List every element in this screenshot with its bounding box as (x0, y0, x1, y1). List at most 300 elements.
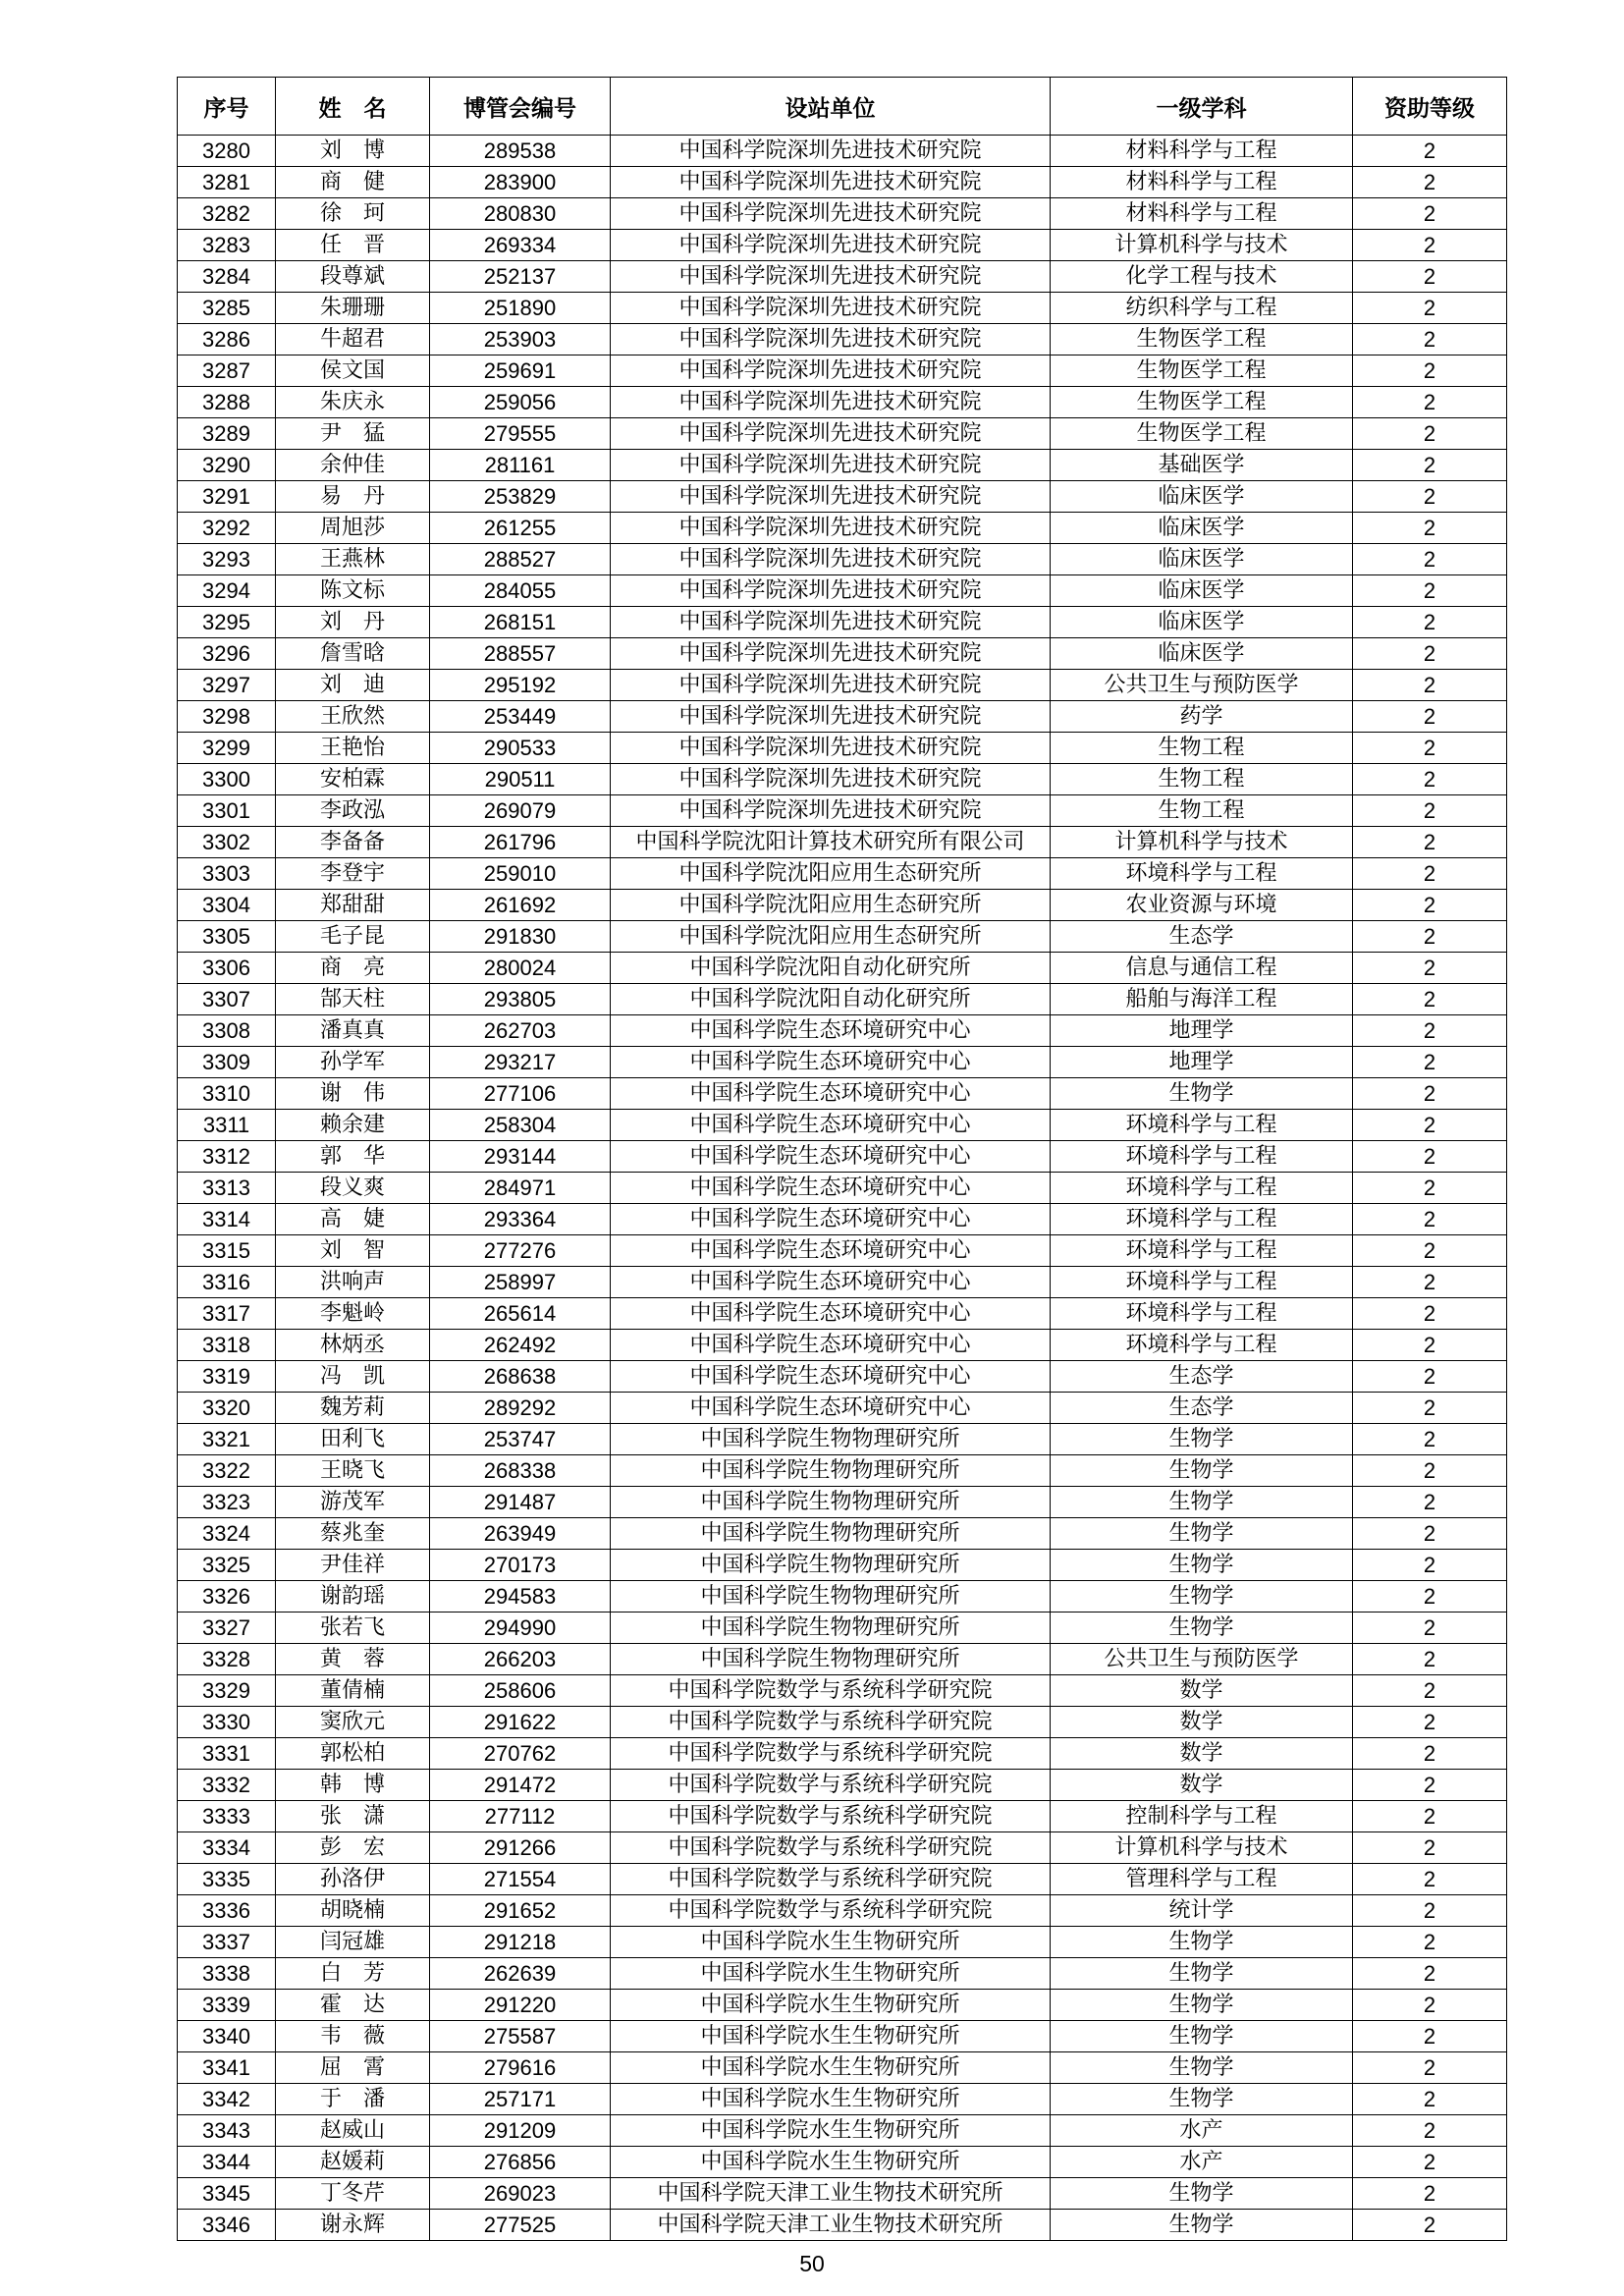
serial-cell: 3288 (178, 387, 276, 418)
registration-id-cell: 284971 (430, 1173, 611, 1204)
funding-level-cell: 2 (1353, 921, 1507, 953)
registration-id-cell: 290533 (430, 733, 611, 764)
table-row (178, 1738, 1507, 1770)
registration-id-cell: 291830 (430, 921, 611, 953)
table-row (178, 1895, 1507, 1927)
discipline-cell: 环境科学与工程 (1051, 1110, 1353, 1141)
discipline-cell: 控制科学与工程 (1051, 1801, 1353, 1832)
serial-cell: 3305 (178, 921, 276, 953)
serial-cell: 3325 (178, 1550, 276, 1581)
table-row (178, 858, 1507, 890)
serial-cell: 3335 (178, 1864, 276, 1895)
registration-id-cell: 277106 (430, 1078, 611, 1110)
funding-level-cell: 2 (1353, 1298, 1507, 1330)
table-row (178, 1361, 1507, 1393)
funding-level-cell: 2 (1353, 1204, 1507, 1235)
name-cell: 黄 蓉 (276, 1644, 430, 1675)
discipline-cell: 化学工程与技术 (1051, 261, 1353, 293)
funding-level-cell: 2 (1353, 2115, 1507, 2147)
funding-level-cell: 2 (1353, 2084, 1507, 2115)
table-row (178, 1110, 1507, 1141)
discipline-cell: 船舶与海洋工程 (1051, 984, 1353, 1015)
station-unit-cell: 中国科学院天津工业生物技术研究所 (611, 2178, 1051, 2210)
station-unit-cell: 中国科学院生态环境研究中心 (611, 1173, 1051, 1204)
serial-cell: 3346 (178, 2210, 276, 2241)
registration-id-cell: 283900 (430, 167, 611, 198)
name-cell: 李备备 (276, 827, 430, 858)
table-row (178, 1141, 1507, 1173)
discipline-cell: 纺织科学与工程 (1051, 293, 1353, 324)
table-row (178, 1298, 1507, 1330)
registration-id-cell: 269079 (430, 795, 611, 827)
serial-cell: 3296 (178, 638, 276, 670)
table-row (178, 1330, 1507, 1361)
registration-id-cell: 268338 (430, 1455, 611, 1487)
serial-cell: 3299 (178, 733, 276, 764)
registration-id-cell: 253747 (430, 1424, 611, 1455)
name-cell: 王晓飞 (276, 1455, 430, 1487)
registration-id-cell: 290511 (430, 764, 611, 795)
serial-cell: 3314 (178, 1204, 276, 1235)
funding-level-cell: 2 (1353, 858, 1507, 890)
registration-id-cell: 257171 (430, 2084, 611, 2115)
discipline-cell: 计算机科学与技术 (1051, 827, 1353, 858)
serial-cell: 3321 (178, 1424, 276, 1455)
table-row (178, 1675, 1507, 1707)
registration-id-cell: 251890 (430, 293, 611, 324)
discipline-cell: 生物学 (1051, 1613, 1353, 1644)
name-cell: 彭 宏 (276, 1832, 430, 1864)
registration-id-cell: 276856 (430, 2147, 611, 2178)
serial-cell: 3300 (178, 764, 276, 795)
discipline-cell: 生物学 (1051, 2084, 1353, 2115)
registration-id-cell: 288527 (430, 544, 611, 575)
name-cell: 屈 霄 (276, 2052, 430, 2084)
table-row (178, 198, 1507, 230)
discipline-cell: 生物学 (1051, 1078, 1353, 1110)
table-row (178, 733, 1507, 764)
table-row (178, 701, 1507, 733)
table-row (178, 1613, 1507, 1644)
serial-cell: 3304 (178, 890, 276, 921)
registration-id-cell: 293805 (430, 984, 611, 1015)
station-unit-cell: 中国科学院水生生物研究所 (611, 1958, 1051, 1990)
serial-cell: 3337 (178, 1927, 276, 1958)
funding-level-cell: 2 (1353, 1707, 1507, 1738)
funding-level-cell: 2 (1353, 1990, 1507, 2021)
discipline-cell: 数学 (1051, 1675, 1353, 1707)
serial-cell: 3323 (178, 1487, 276, 1518)
serial-cell: 3324 (178, 1518, 276, 1550)
funding-level-cell: 2 (1353, 2052, 1507, 2084)
name-cell: 徐 珂 (276, 198, 430, 230)
funding-level-cell: 2 (1353, 1047, 1507, 1078)
table-row (178, 670, 1507, 701)
station-unit-cell: 中国科学院生态环境研究中心 (611, 1110, 1051, 1141)
funding-level-cell: 2 (1353, 670, 1507, 701)
registration-id-cell: 261692 (430, 890, 611, 921)
discipline-cell: 生物学 (1051, 1927, 1353, 1958)
station-unit-cell: 中国科学院水生生物研究所 (611, 2115, 1051, 2147)
name-cell: 韩 博 (276, 1770, 430, 1801)
table-row (178, 1581, 1507, 1613)
station-unit-cell: 中国科学院水生生物研究所 (611, 2021, 1051, 2052)
funding-level-cell: 2 (1353, 2210, 1507, 2241)
name-cell: 高 婕 (276, 1204, 430, 1235)
discipline-cell: 地理学 (1051, 1015, 1353, 1047)
funding-level-cell: 2 (1353, 607, 1507, 638)
name-cell: 白 芳 (276, 1958, 430, 1990)
station-unit-cell: 中国科学院深圳先进技术研究院 (611, 607, 1051, 638)
registration-id-cell: 281161 (430, 450, 611, 481)
station-unit-cell: 中国科学院深圳先进技术研究院 (611, 293, 1051, 324)
registration-id-cell: 291220 (430, 1990, 611, 2021)
registration-id-cell: 280024 (430, 953, 611, 984)
station-unit-cell: 中国科学院深圳先进技术研究院 (611, 324, 1051, 355)
table-row (178, 984, 1507, 1015)
registration-id-cell: 261255 (430, 513, 611, 544)
table-row (178, 544, 1507, 575)
funding-level-cell: 2 (1353, 1361, 1507, 1393)
station-unit-cell: 中国科学院生态环境研究中心 (611, 1141, 1051, 1173)
station-unit-cell: 中国科学院沈阳应用生态研究所 (611, 858, 1051, 890)
discipline-cell: 生物学 (1051, 1455, 1353, 1487)
registration-id-cell: 289292 (430, 1393, 611, 1424)
station-unit-cell: 中国科学院生态环境研究中心 (611, 1393, 1051, 1424)
funding-level-cell: 2 (1353, 953, 1507, 984)
table-row (178, 355, 1507, 387)
registration-id-cell: 259010 (430, 858, 611, 890)
station-unit-cell: 中国科学院数学与系统科学研究院 (611, 1832, 1051, 1864)
funding-level-cell: 2 (1353, 481, 1507, 513)
registration-id-cell: 253449 (430, 701, 611, 733)
station-unit-cell: 中国科学院沈阳应用生态研究所 (611, 890, 1051, 921)
registration-id-cell: 263949 (430, 1518, 611, 1550)
serial-cell: 3333 (178, 1801, 276, 1832)
station-unit-cell: 中国科学院生态环境研究中心 (611, 1078, 1051, 1110)
serial-cell: 3280 (178, 136, 276, 167)
discipline-cell: 数学 (1051, 1707, 1353, 1738)
funding-level-cell: 2 (1353, 1235, 1507, 1267)
header-station-unit: 设站单位 (611, 78, 1051, 136)
station-unit-cell: 中国科学院水生生物研究所 (611, 2084, 1051, 2115)
discipline-cell: 临床医学 (1051, 575, 1353, 607)
funding-level-cell: 2 (1353, 701, 1507, 733)
name-cell: 冯 凯 (276, 1361, 430, 1393)
table-row (178, 1267, 1507, 1298)
name-cell: 闫冠雄 (276, 1927, 430, 1958)
name-cell: 董倩楠 (276, 1675, 430, 1707)
name-cell: 朱珊珊 (276, 293, 430, 324)
serial-cell: 3318 (178, 1330, 276, 1361)
name-cell: 胡晓楠 (276, 1895, 430, 1927)
table-row (178, 1518, 1507, 1550)
table-row (178, 1644, 1507, 1675)
serial-cell: 3283 (178, 230, 276, 261)
station-unit-cell: 中国科学院生态环境研究中心 (611, 1047, 1051, 1078)
funding-level-cell: 2 (1353, 1613, 1507, 1644)
discipline-cell: 生物学 (1051, 1487, 1353, 1518)
serial-cell: 3285 (178, 293, 276, 324)
serial-cell: 3308 (178, 1015, 276, 1047)
discipline-cell: 环境科学与工程 (1051, 1235, 1353, 1267)
name-cell: 张 潇 (276, 1801, 430, 1832)
name-cell: 尹 猛 (276, 418, 430, 450)
serial-cell: 3317 (178, 1298, 276, 1330)
discipline-cell: 生物工程 (1051, 795, 1353, 827)
name-cell: 詹雪晗 (276, 638, 430, 670)
funding-level-cell: 2 (1353, 293, 1507, 324)
station-unit-cell: 中国科学院生态环境研究中心 (611, 1015, 1051, 1047)
serial-cell: 3292 (178, 513, 276, 544)
serial-cell: 3336 (178, 1895, 276, 1927)
name-cell: 商 健 (276, 167, 430, 198)
discipline-cell: 生物学 (1051, 1581, 1353, 1613)
name-cell: 易 丹 (276, 481, 430, 513)
station-unit-cell: 中国科学院生物物理研究所 (611, 1518, 1051, 1550)
table-row (178, 827, 1507, 858)
funding-level-cell: 2 (1353, 355, 1507, 387)
table-row (178, 2021, 1507, 2052)
table-row (178, 921, 1507, 953)
table-row (178, 1424, 1507, 1455)
funding-level-cell: 2 (1353, 2147, 1507, 2178)
header-registration-id: 博管会编号 (430, 78, 611, 136)
discipline-cell: 计算机科学与技术 (1051, 1832, 1353, 1864)
discipline-cell: 农业资源与环境 (1051, 890, 1353, 921)
discipline-cell: 生物工程 (1051, 733, 1353, 764)
name-cell: 段义爽 (276, 1173, 430, 1204)
serial-cell: 3293 (178, 544, 276, 575)
registration-id-cell: 291487 (430, 1487, 611, 1518)
discipline-cell: 生物学 (1051, 1550, 1353, 1581)
station-unit-cell: 中国科学院沈阳计算技术研究所有限公司 (611, 827, 1051, 858)
discipline-cell: 水产 (1051, 2115, 1353, 2147)
funding-level-cell: 2 (1353, 1738, 1507, 1770)
name-cell: 王燕林 (276, 544, 430, 575)
station-unit-cell: 中国科学院深圳先进技术研究院 (611, 513, 1051, 544)
funding-level-cell: 2 (1353, 1393, 1507, 1424)
serial-cell: 3326 (178, 1581, 276, 1613)
name-cell: 安柏霖 (276, 764, 430, 795)
table-row (178, 136, 1507, 167)
funding-level-cell: 2 (1353, 418, 1507, 450)
funding-level-cell: 2 (1353, 1015, 1507, 1047)
serial-cell: 3319 (178, 1361, 276, 1393)
name-cell: 谢永辉 (276, 2210, 430, 2241)
discipline-cell: 管理科学与工程 (1051, 1864, 1353, 1895)
station-unit-cell: 中国科学院数学与系统科学研究院 (611, 1895, 1051, 1927)
name-cell: 赖余建 (276, 1110, 430, 1141)
table-row (178, 167, 1507, 198)
table-row (178, 293, 1507, 324)
registration-id-cell: 277525 (430, 2210, 611, 2241)
name-cell: 谢韵瑶 (276, 1581, 430, 1613)
table-row (178, 1204, 1507, 1235)
station-unit-cell: 中国科学院深圳先进技术研究院 (611, 261, 1051, 293)
station-unit-cell: 中国科学院深圳先进技术研究院 (611, 638, 1051, 670)
funding-level-cell: 2 (1353, 230, 1507, 261)
header-name: 姓 名 (276, 78, 430, 136)
discipline-cell: 环境科学与工程 (1051, 1298, 1353, 1330)
serial-cell: 3331 (178, 1738, 276, 1770)
serial-cell: 3338 (178, 1958, 276, 1990)
table-row (178, 1393, 1507, 1424)
funding-level-cell: 2 (1353, 450, 1507, 481)
discipline-cell: 生物学 (1051, 2052, 1353, 2084)
serial-cell: 3295 (178, 607, 276, 638)
registration-id-cell: 294583 (430, 1581, 611, 1613)
registration-id-cell: 295192 (430, 670, 611, 701)
table-row (178, 513, 1507, 544)
discipline-cell: 公共卫生与预防医学 (1051, 1644, 1353, 1675)
name-cell: 郭松柏 (276, 1738, 430, 1770)
registration-id-cell: 262639 (430, 1958, 611, 1990)
serial-cell: 3343 (178, 2115, 276, 2147)
table-header-row (178, 78, 1507, 136)
name-cell: 赵媛莉 (276, 2147, 430, 2178)
name-cell: 张若飞 (276, 1613, 430, 1644)
funding-level-cell: 2 (1353, 1550, 1507, 1581)
funding-level-cell: 2 (1353, 1518, 1507, 1550)
station-unit-cell: 中国科学院深圳先进技术研究院 (611, 198, 1051, 230)
station-unit-cell: 中国科学院水生生物研究所 (611, 1990, 1051, 2021)
table-row (178, 1487, 1507, 1518)
name-cell: 窦欣元 (276, 1707, 430, 1738)
station-unit-cell: 中国科学院深圳先进技术研究院 (611, 387, 1051, 418)
discipline-cell: 生物学 (1051, 1424, 1353, 1455)
funding-level-cell: 2 (1353, 1330, 1507, 1361)
name-cell: 谢 伟 (276, 1078, 430, 1110)
serial-cell: 3282 (178, 198, 276, 230)
serial-cell: 3294 (178, 575, 276, 607)
registration-id-cell: 262703 (430, 1015, 611, 1047)
funding-level-cell: 2 (1353, 1267, 1507, 1298)
registration-id-cell: 293144 (430, 1141, 611, 1173)
table-row (178, 2210, 1507, 2241)
table-row (178, 2084, 1507, 2115)
serial-cell: 3301 (178, 795, 276, 827)
station-unit-cell: 中国科学院深圳先进技术研究院 (611, 733, 1051, 764)
station-unit-cell: 中国科学院生态环境研究中心 (611, 1330, 1051, 1361)
serial-cell: 3284 (178, 261, 276, 293)
station-unit-cell: 中国科学院数学与系统科学研究院 (611, 1675, 1051, 1707)
station-unit-cell: 中国科学院生态环境研究中心 (611, 1235, 1051, 1267)
registration-id-cell: 280830 (430, 198, 611, 230)
registration-id-cell: 258606 (430, 1675, 611, 1707)
discipline-cell: 生物医学工程 (1051, 418, 1353, 450)
discipline-cell: 临床医学 (1051, 481, 1353, 513)
serial-cell: 3307 (178, 984, 276, 1015)
registration-id-cell: 270762 (430, 1738, 611, 1770)
discipline-cell: 信息与通信工程 (1051, 953, 1353, 984)
table-row (178, 764, 1507, 795)
registration-id-cell: 291209 (430, 2115, 611, 2147)
funding-level-cell: 2 (1353, 198, 1507, 230)
name-cell: 郜天柱 (276, 984, 430, 1015)
serial-cell: 3291 (178, 481, 276, 513)
serial-cell: 3309 (178, 1047, 276, 1078)
discipline-cell: 生物学 (1051, 2021, 1353, 2052)
registration-id-cell: 259056 (430, 387, 611, 418)
discipline-cell: 生物医学工程 (1051, 355, 1353, 387)
station-unit-cell: 中国科学院沈阳自动化研究所 (611, 953, 1051, 984)
serial-cell: 3297 (178, 670, 276, 701)
station-unit-cell: 中国科学院生态环境研究中心 (611, 1361, 1051, 1393)
funding-level-cell: 2 (1353, 513, 1507, 544)
name-cell: 游茂军 (276, 1487, 430, 1518)
discipline-cell: 临床医学 (1051, 544, 1353, 575)
funding-level-cell: 2 (1353, 1770, 1507, 1801)
registration-id-cell: 271554 (430, 1864, 611, 1895)
table-row (178, 1173, 1507, 1204)
station-unit-cell: 中国科学院数学与系统科学研究院 (611, 1738, 1051, 1770)
discipline-cell: 生物学 (1051, 1990, 1353, 2021)
registration-id-cell: 279616 (430, 2052, 611, 2084)
registration-id-cell: 291266 (430, 1832, 611, 1864)
serial-cell: 3316 (178, 1267, 276, 1298)
table-row (178, 1015, 1507, 1047)
registration-id-cell: 291472 (430, 1770, 611, 1801)
station-unit-cell: 中国科学院生态环境研究中心 (611, 1267, 1051, 1298)
name-cell: 尹佳祥 (276, 1550, 430, 1581)
registration-id-cell: 265614 (430, 1298, 611, 1330)
table-row (178, 324, 1507, 355)
name-cell: 刘 丹 (276, 607, 430, 638)
discipline-cell: 生物学 (1051, 2178, 1353, 2210)
discipline-cell: 计算机科学与技术 (1051, 230, 1353, 261)
station-unit-cell: 中国科学院深圳先进技术研究院 (611, 764, 1051, 795)
registration-id-cell: 291218 (430, 1927, 611, 1958)
name-cell: 陈文标 (276, 575, 430, 607)
discipline-cell: 生态学 (1051, 1361, 1353, 1393)
table-row (178, 1550, 1507, 1581)
discipline-cell: 基础医学 (1051, 450, 1353, 481)
funding-level-cell: 2 (1353, 1078, 1507, 1110)
station-unit-cell: 中国科学院数学与系统科学研究院 (611, 1801, 1051, 1832)
serial-cell: 3286 (178, 324, 276, 355)
funding-level-cell: 2 (1353, 1581, 1507, 1613)
registration-id-cell: 284055 (430, 575, 611, 607)
registration-id-cell: 268151 (430, 607, 611, 638)
registration-id-cell: 268638 (430, 1361, 611, 1393)
station-unit-cell: 中国科学院数学与系统科学研究院 (611, 1707, 1051, 1738)
funding-level-cell: 2 (1353, 2178, 1507, 2210)
discipline-cell: 环境科学与工程 (1051, 1267, 1353, 1298)
table-row (178, 638, 1507, 670)
station-unit-cell: 中国科学院生态环境研究中心 (611, 1204, 1051, 1235)
registration-id-cell: 288557 (430, 638, 611, 670)
registration-id-cell: 258997 (430, 1267, 611, 1298)
discipline-cell: 环境科学与工程 (1051, 1173, 1353, 1204)
funding-level-cell: 2 (1353, 261, 1507, 293)
registration-id-cell: 279555 (430, 418, 611, 450)
table-row (178, 1832, 1507, 1864)
serial-cell: 3327 (178, 1613, 276, 1644)
funding-level-cell: 2 (1353, 544, 1507, 575)
header-funding-level: 资助等级 (1353, 78, 1507, 136)
name-cell: 侯文国 (276, 355, 430, 387)
discipline-cell: 数学 (1051, 1738, 1353, 1770)
station-unit-cell: 中国科学院深圳先进技术研究院 (611, 795, 1051, 827)
serial-cell: 3311 (178, 1110, 276, 1141)
registration-id-cell: 258304 (430, 1110, 611, 1141)
discipline-cell: 生物医学工程 (1051, 324, 1353, 355)
name-cell: 魏芳莉 (276, 1393, 430, 1424)
name-cell: 赵威山 (276, 2115, 430, 2147)
station-unit-cell: 中国科学院生物物理研究所 (611, 1644, 1051, 1675)
serial-cell: 3303 (178, 858, 276, 890)
